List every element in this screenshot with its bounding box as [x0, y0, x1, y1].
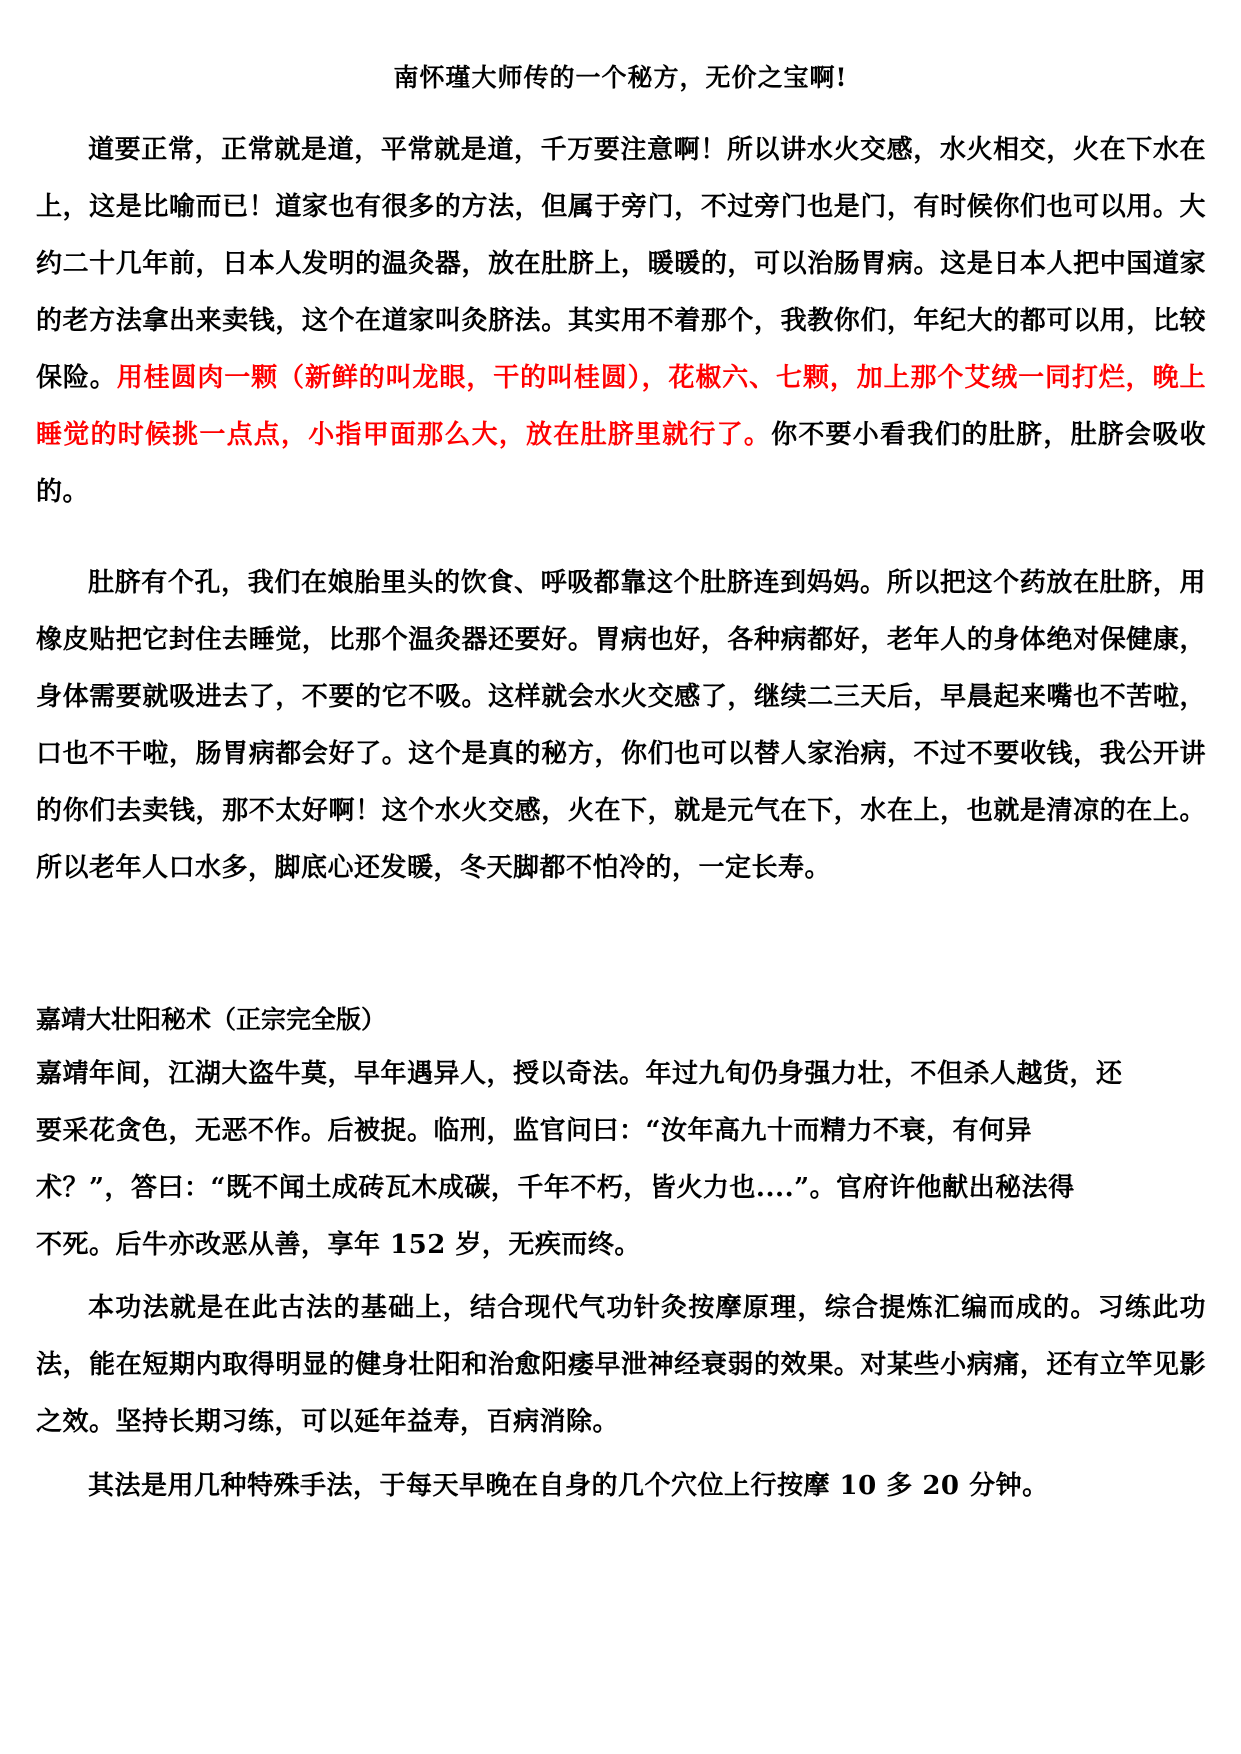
paragraph-legend-line-2: 要采花贪色，无恶不作。后被捉。临刑，监官问曰：“汝年高九十而精力不衰，有何异	[36, 1116, 1032, 1146]
paragraph-intro	[36, 122, 1206, 521]
paragraph-legend-line-3: 术？”，答曰：“既不闻土成砖瓦木成碳，千年不朽，皆火力也....”。官府许他献出秘法得	[36, 1173, 1075, 1203]
paragraph-navel: 肚脐有个孔，我们在娘胎里头的饮食、呼吸都靠这个肚脐连到妈妈。所以把这个药放在肚脐，用橡皮贴把它封住去睡觉，比那个温灸器还要好。胃病也好，各种病都好，老年人的身体绝对保健康，身体需要就吸进去了，不要的它不吸。这样就会水火交感了，继续二三天后，早晨起来嘴也不苦啦，口也不干啦，肠胃病都会好了。这个是真的秘方，你们也可以替人家治病，不过不要收钱，我公开讲的你们去卖钱，那不太好啊！这个水火交感，火在下，就是元气在下，水在上，也就是清凉的在上。所以老年人口水多，脚底心还发暖，冬天脚都不怕冷的，一定长寿。	[36, 568, 1206, 883]
paragraph-intro-end: 你不要小看我们的肚脐，肚脐会吸收的。	[36, 420, 1206, 507]
paragraph-legend-line-4: 不死。后牛亦改恶从善，享年 152 岁，无疾而终。	[36, 1230, 641, 1260]
recipe-highlight: 用桂圆肉一颗（新鲜的叫龙眼，干的叫桂圆），花椒六、七颗，加上那个艾绒一同打烂，晚上睡觉的时候挑一点点，小指甲面那么大，放在肚脐里就行了。	[36, 363, 1206, 450]
paragraph-legend-line-1: 嘉靖年间，江湖大盗牛莫，早年遇异人，授以奇法。年过九旬仍身强力壮，不但杀人越货，还	[36, 1059, 1123, 1089]
section-heading: 嘉靖大壮阳秘术（正宗完全版）	[36, 1005, 387, 1034]
paragraph-method: 本功法就是在此古法的基础上，结合现代气功针灸按摩原理，综合提炼汇编而成的。习练此功法，能在短期内取得明显的健身壮阳和治愈阳痿早泄神经衰弱的效果。对某些小病痛，还有立竿见影之效。坚持长期习练，可以延年益寿，百病消除。	[36, 1293, 1206, 1437]
document-title: 南怀瑾大师传的一个秘方，无价之宝啊!	[393, 63, 848, 92]
paragraph-intro-text: 道要正常，正常就是道，平常就是道，千万要注意啊！所以讲水火交感，水火相交，火在下水在上，这是比喻而已！道家也有很多的方法，但属于旁门，不过旁门也是门，有时候你们也可以用。大约二十几年前，日本人发明的温灸器，放在肚脐上，暖暖的，可以治肠胃病。这是日本人把中国道家的老方法拿出来卖钱，这个在道家叫灸脐法。其实用不着那个，我教你们，年纪大的都可以用，比较保险。	[36, 135, 1206, 393]
paragraph-technique: 其法是用几种特殊手法，于每天早晚在自身的几个穴位上行按摩 10 多 20 分钟。	[88, 1471, 1049, 1501]
